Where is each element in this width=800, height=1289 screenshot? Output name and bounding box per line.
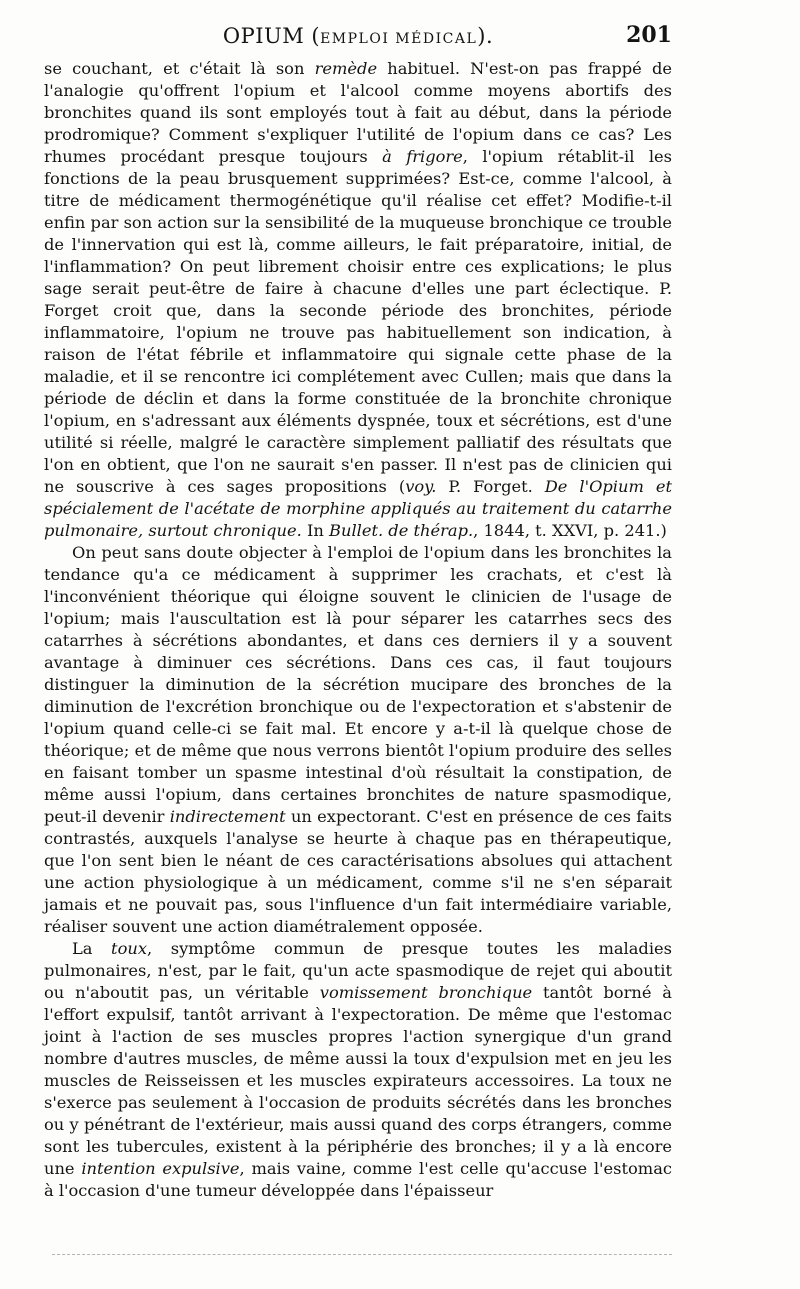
paragraph-1: [44, 58, 672, 542]
text-run: P. Forget.: [436, 477, 545, 496]
italic-run: à frigore: [382, 147, 463, 166]
text-run: un expectorant. C'est en présence de ces faits contrastés, auxquels l'analyse se heurte à chaque pas en thérapeutique, que l'on sent bien le néant de ces caractérisations absolues qui attachent une action physiologique à un médicament, comme s'il ne s'en séparait jamais et ne pouvait pas, sous l'influence d'un fait intermédiaire variable, réaliser souvent une action diamétralement opposée.: [44, 807, 672, 936]
running-title: [44, 24, 672, 48]
running-title-main: OPIUM (: [222, 24, 321, 48]
paragraph-2: [44, 542, 672, 938]
page-header: [44, 20, 672, 54]
italic-run: indirectement: [169, 807, 286, 826]
text-run: , symptôme commun de presque toutes les maladies pulmonaires, n'est, par le fait, qu'un acte spasmodique de rejet qui aboutit ou n'aboutit pas, un véritable: [44, 939, 672, 1002]
text-run: , l'opium rétablit-il les fonctions de la peau brusquement supprimées? Est-ce, comme l'alcool, à titre de médicament thermogénétique qu'il réalise cet effet? Modifie-t-il enfin par son action sur la sensibilité de la muqueuse bronchique ce trouble de l'innervation qui est là, comme ailleurs, le fait préparatoire, initial, de l'inflammation? On peut librement choisir entre ces explications; le plus sage serait peut-être de faire à chacune d'elles une part éclectique. P. Forget croit que, dans la seconde période des bronchites, période inflammatoire, l'opium ne trouve pas habituellement son indication, à raison de l'état fébrile et inflammatoire qui signale cette phase de la maladie, et il se rencontre ici complétement avec Cullen; mais que dans la période de déclin et dans la forme constituée de la bronchite chronique l'opium, en s'adressant aux éléments dyspnée, toux et sécrétions, est d'une utilité si réelle, malgré le caractère simplement palliatif des résultats que l'on en obtient, que l'on ne saurait s'en passer. Il n'est pas de clinicien qui ne souscrive à ces sages propositions (: [44, 147, 672, 496]
italic-run: toux: [111, 939, 147, 958]
text-run: In: [301, 521, 330, 540]
italic-run: Bullet. de thérap.: [329, 521, 474, 540]
italic-run: remède: [314, 59, 378, 78]
text-run: tantôt borné à l'effort expulsif, tantôt arrivant à l'expectoration. De même que l'estomac joint à l'action de ses muscles propres l'action synergique d'un grand nombre d'autres muscles, de même aussi la toux d'expulsion met en jeu les muscles de Reisseissen et les muscles expirateurs accessoires. La toux ne s'exerce pas seulement à l'occasion de produits sécrétés dans les bronches ou y pénétrant de l'extérieur, mais aussi quand des corps étrangers, comme sont les tubercules, existent à la périphérie des bronches; il y a là encore une: [44, 983, 672, 1178]
text-run: On peut sans doute objecter à l'emploi de l'opium dans les bronchites la tendance qu'a ce médicament à supprimer les crachats, et c'est là l'inconvénient théorique qui éloigne souvent le clinicien de l'usage de l'opium; mais l'auscultation est là pour séparer les catarrhes secs des catarrhes à sécrétions abondantes, et dans ces derniers il y a souvent avantage à diminuer ces sécrétions. Dans ces cas, il faut toujours distinguer la diminution de la sécrétion mucipare des bronches de la diminution de l'excrétion bronchique ou de l'expectoration et s'abstenir de l'opium quand celle-ci se fait mal. Et encore y a-t-il là quelque chose de théorique; et de même que nous verrons bientôt l'opium produire des selles en faisant tomber un spasme intestinal d'où résultait la constipation, de même aussi l'opium, dans certaines bronchites de nature spasmodique, peut-il devenir: [44, 543, 672, 826]
italic-run: intention expulsive: [81, 1159, 240, 1178]
body-text: [44, 58, 672, 1202]
paragraph-3: [44, 938, 672, 1202]
running-title-end: ).: [477, 24, 494, 48]
text-run: habituel. N'est-on pas frappé de l'analogie qu'offrent l'opium et l'alcool comme moyens abortifs des bronchites quand ils sont employés tout à fait au début, dans la période prodromique? Comment s'expliquer l'utilité de l'opium dans ce cas? Les rhumes procédant presque toujours: [44, 59, 672, 166]
page-number: 201: [626, 22, 672, 48]
italic-run: vomissement bronchique: [319, 983, 533, 1002]
text-run: La: [72, 939, 112, 958]
italic-run: De l'Opium et spécialement de l'acétate de morphine appliqués au traitement du catarrhe pulmonaire, surtout chronique.: [44, 477, 672, 540]
text-run: se couchant, et c'était là son: [44, 59, 315, 78]
footer-rule: [52, 1254, 672, 1255]
running-title-subtitle: EMPLOI MÉDICAL: [320, 31, 478, 47]
text-run: , mais vaine, comme l'est celle qu'accuse l'estomac à l'occasion d'une tumeur développée dans l'épaisseur: [44, 1159, 672, 1200]
text-run: , 1844, t. XXVI, p. 241.): [473, 521, 667, 540]
italic-run: voy.: [405, 477, 437, 496]
